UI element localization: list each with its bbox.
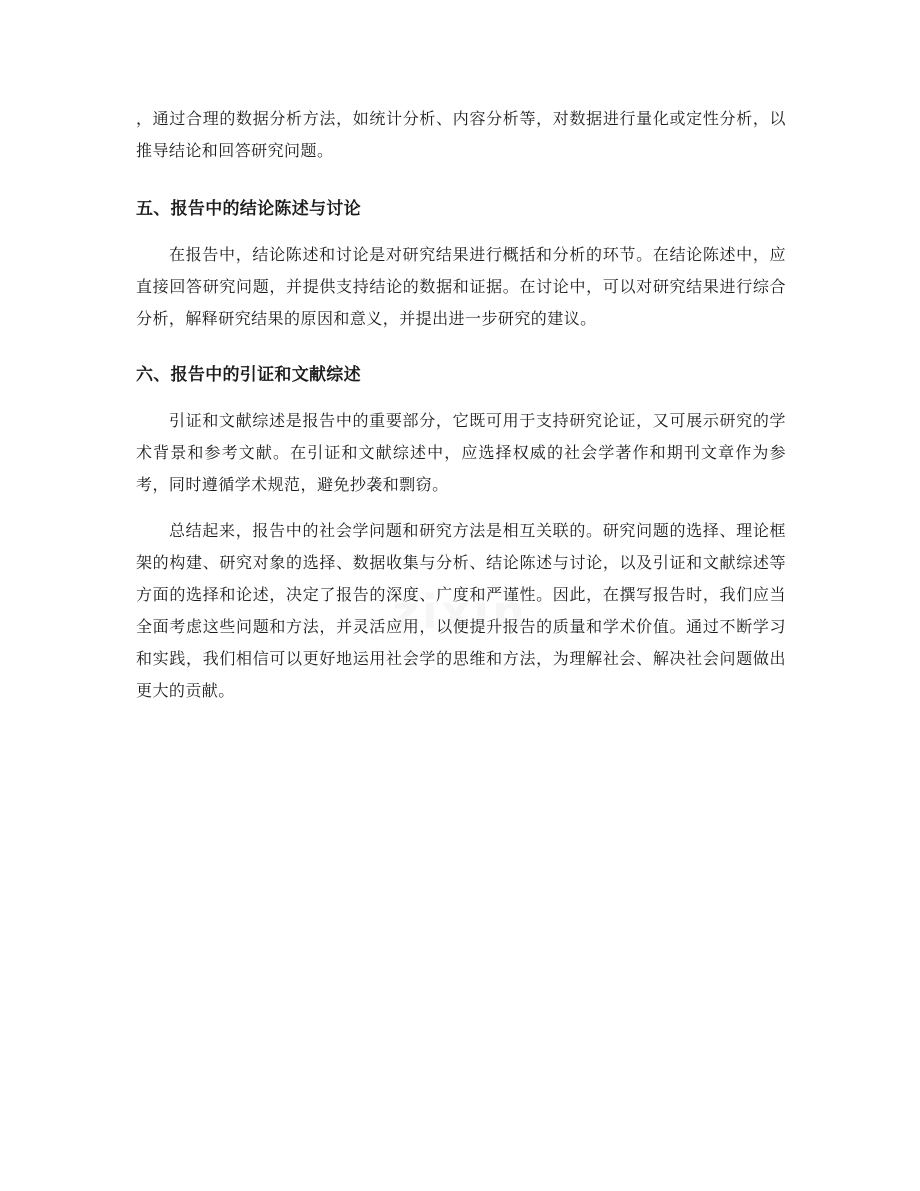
section-heading-citation: 六、报告中的引证和文献综述 bbox=[136, 365, 361, 385]
paragraph-summary: 总结起来，报告中的社会学问题和研究方法是相互关联的。研究问题的选择、理论框架的构建、研究对象的选择、数据收集与分析、结论陈述与讨论，以及引证和文献综述等方面的选择和论述，决定了报告的深度、广度和严谨性。因此，在撰写报告时，我们应当全面考虑这些问题和方法，并灵活应用，以便提升报告的质量和学术价值。通过不断学习和实践，我们相信可以更好地运用社会学的思维和方法，为理解社会、解决社会问题做出更大的贡献。 bbox=[136, 521, 786, 700]
paragraph-conclusion-discussion: 在报告中，结论陈述和讨论是对研究结果进行概括和分析的环节。在结论陈述中，应直接回答研究问题，并提供支持结论的数据和证据。在讨论中，可以对研究结果进行综合分析，解释研究结果的原因和意义，并提出进一步研究的建议。 bbox=[136, 245, 786, 328]
watermark bbox=[340, 585, 580, 639]
paragraph-continued: ，通过合理的数据分析方法，如统计分析、内容分析等，对数据进行量化或定性分析，以推导结论和回答研究问题。 bbox=[136, 109, 786, 160]
section-heading-conclusion: 五、报告中的结论陈述与讨论 bbox=[136, 199, 361, 219]
paragraph-citation-review: 引证和文献综述是报告中的重要部分，它既可用于支持研究论证，又可展示研究的学术背景和参考文献。在引证和文献综述中，应选择权威的社会学著作和期刊文章作为参考，同时遵循学术规范，避免抄袭和剽窃。 bbox=[136, 411, 786, 494]
